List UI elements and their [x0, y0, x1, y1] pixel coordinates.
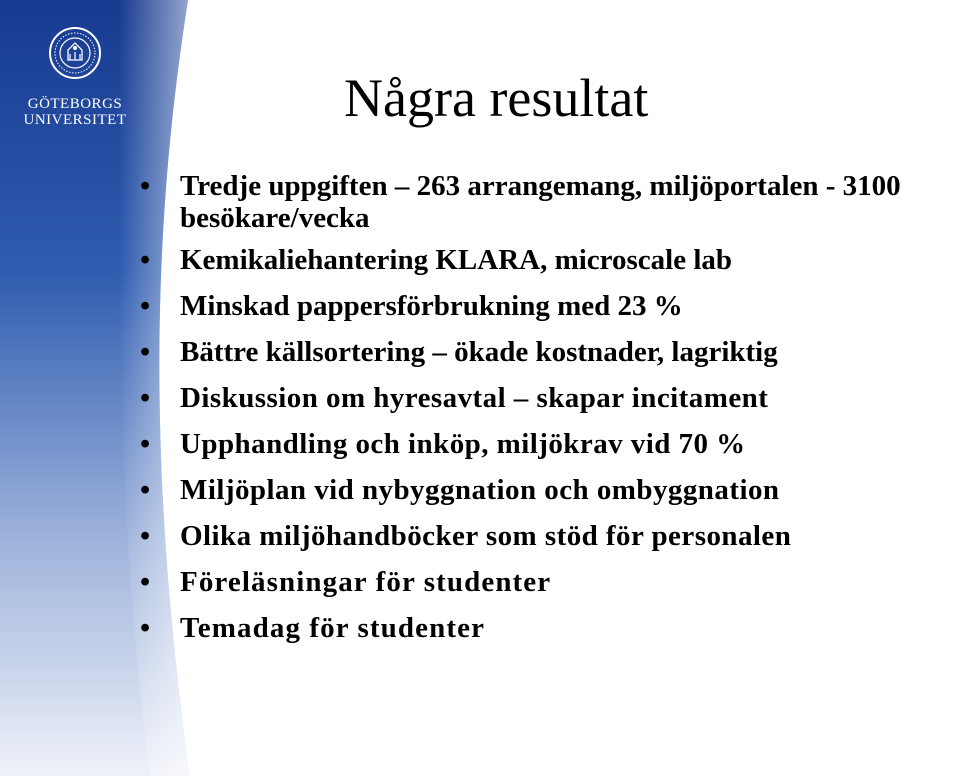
bullet-icon: • [140, 170, 151, 202]
bullet-icon: • [140, 428, 151, 460]
bullet-item [140, 520, 955, 552]
university-logo [0, 20, 150, 140]
bullet-item [140, 244, 955, 276]
bullet-text: Minskad pappersförbrukning med 23 % [180, 290, 683, 322]
bullet-icon: • [140, 290, 151, 322]
slide-title: Några resultat [344, 68, 649, 128]
bullet-icon: • [140, 474, 151, 506]
bullet-item [140, 612, 955, 644]
bullet-text: Föreläsningar för studenter [180, 566, 552, 598]
bullet-item [140, 382, 955, 414]
bullet-item [140, 428, 955, 460]
bullet-item [140, 566, 955, 598]
bullet-icon: • [140, 244, 151, 276]
bullet-text: Bättre källsortering – ökade kostnader, lagriktig [180, 336, 778, 368]
bullet-icon: • [140, 336, 151, 368]
bullet-text: Diskussion om hyresavtal – skapar incitament [180, 382, 769, 414]
bullet-icon: • [140, 382, 151, 414]
university-seal-icon [48, 26, 102, 80]
bullet-text: Temadag för studenter [180, 612, 486, 644]
bullet-icon: • [140, 612, 152, 644]
bullet-text: Miljöplan vid nybyggnation och ombyggnation [180, 474, 780, 506]
bullet-icon: • [140, 566, 152, 598]
bullet-icon: • [140, 520, 151, 552]
bullet-list [140, 170, 955, 658]
logo-line-1: GÖTEBORGS [27, 96, 123, 112]
bullet-text: Kemikaliehantering KLARA, microscale lab [180, 244, 733, 276]
bullet-text: Upphandling och inköp, miljökrav vid 70 % [180, 428, 746, 460]
bullet-text: Olika miljöhandböcker som stöd för personalen [180, 520, 792, 552]
bullet-item [140, 336, 955, 368]
bullet-item [140, 474, 955, 506]
bullet-item [140, 290, 955, 322]
bullet-item [140, 170, 955, 234]
logo-line-2: UNIVERSITET [23, 112, 127, 128]
bullet-text: Tredje uppgiften – 263 arrangemang, miljöportalen - 3100 besökare/vecka [180, 170, 901, 234]
